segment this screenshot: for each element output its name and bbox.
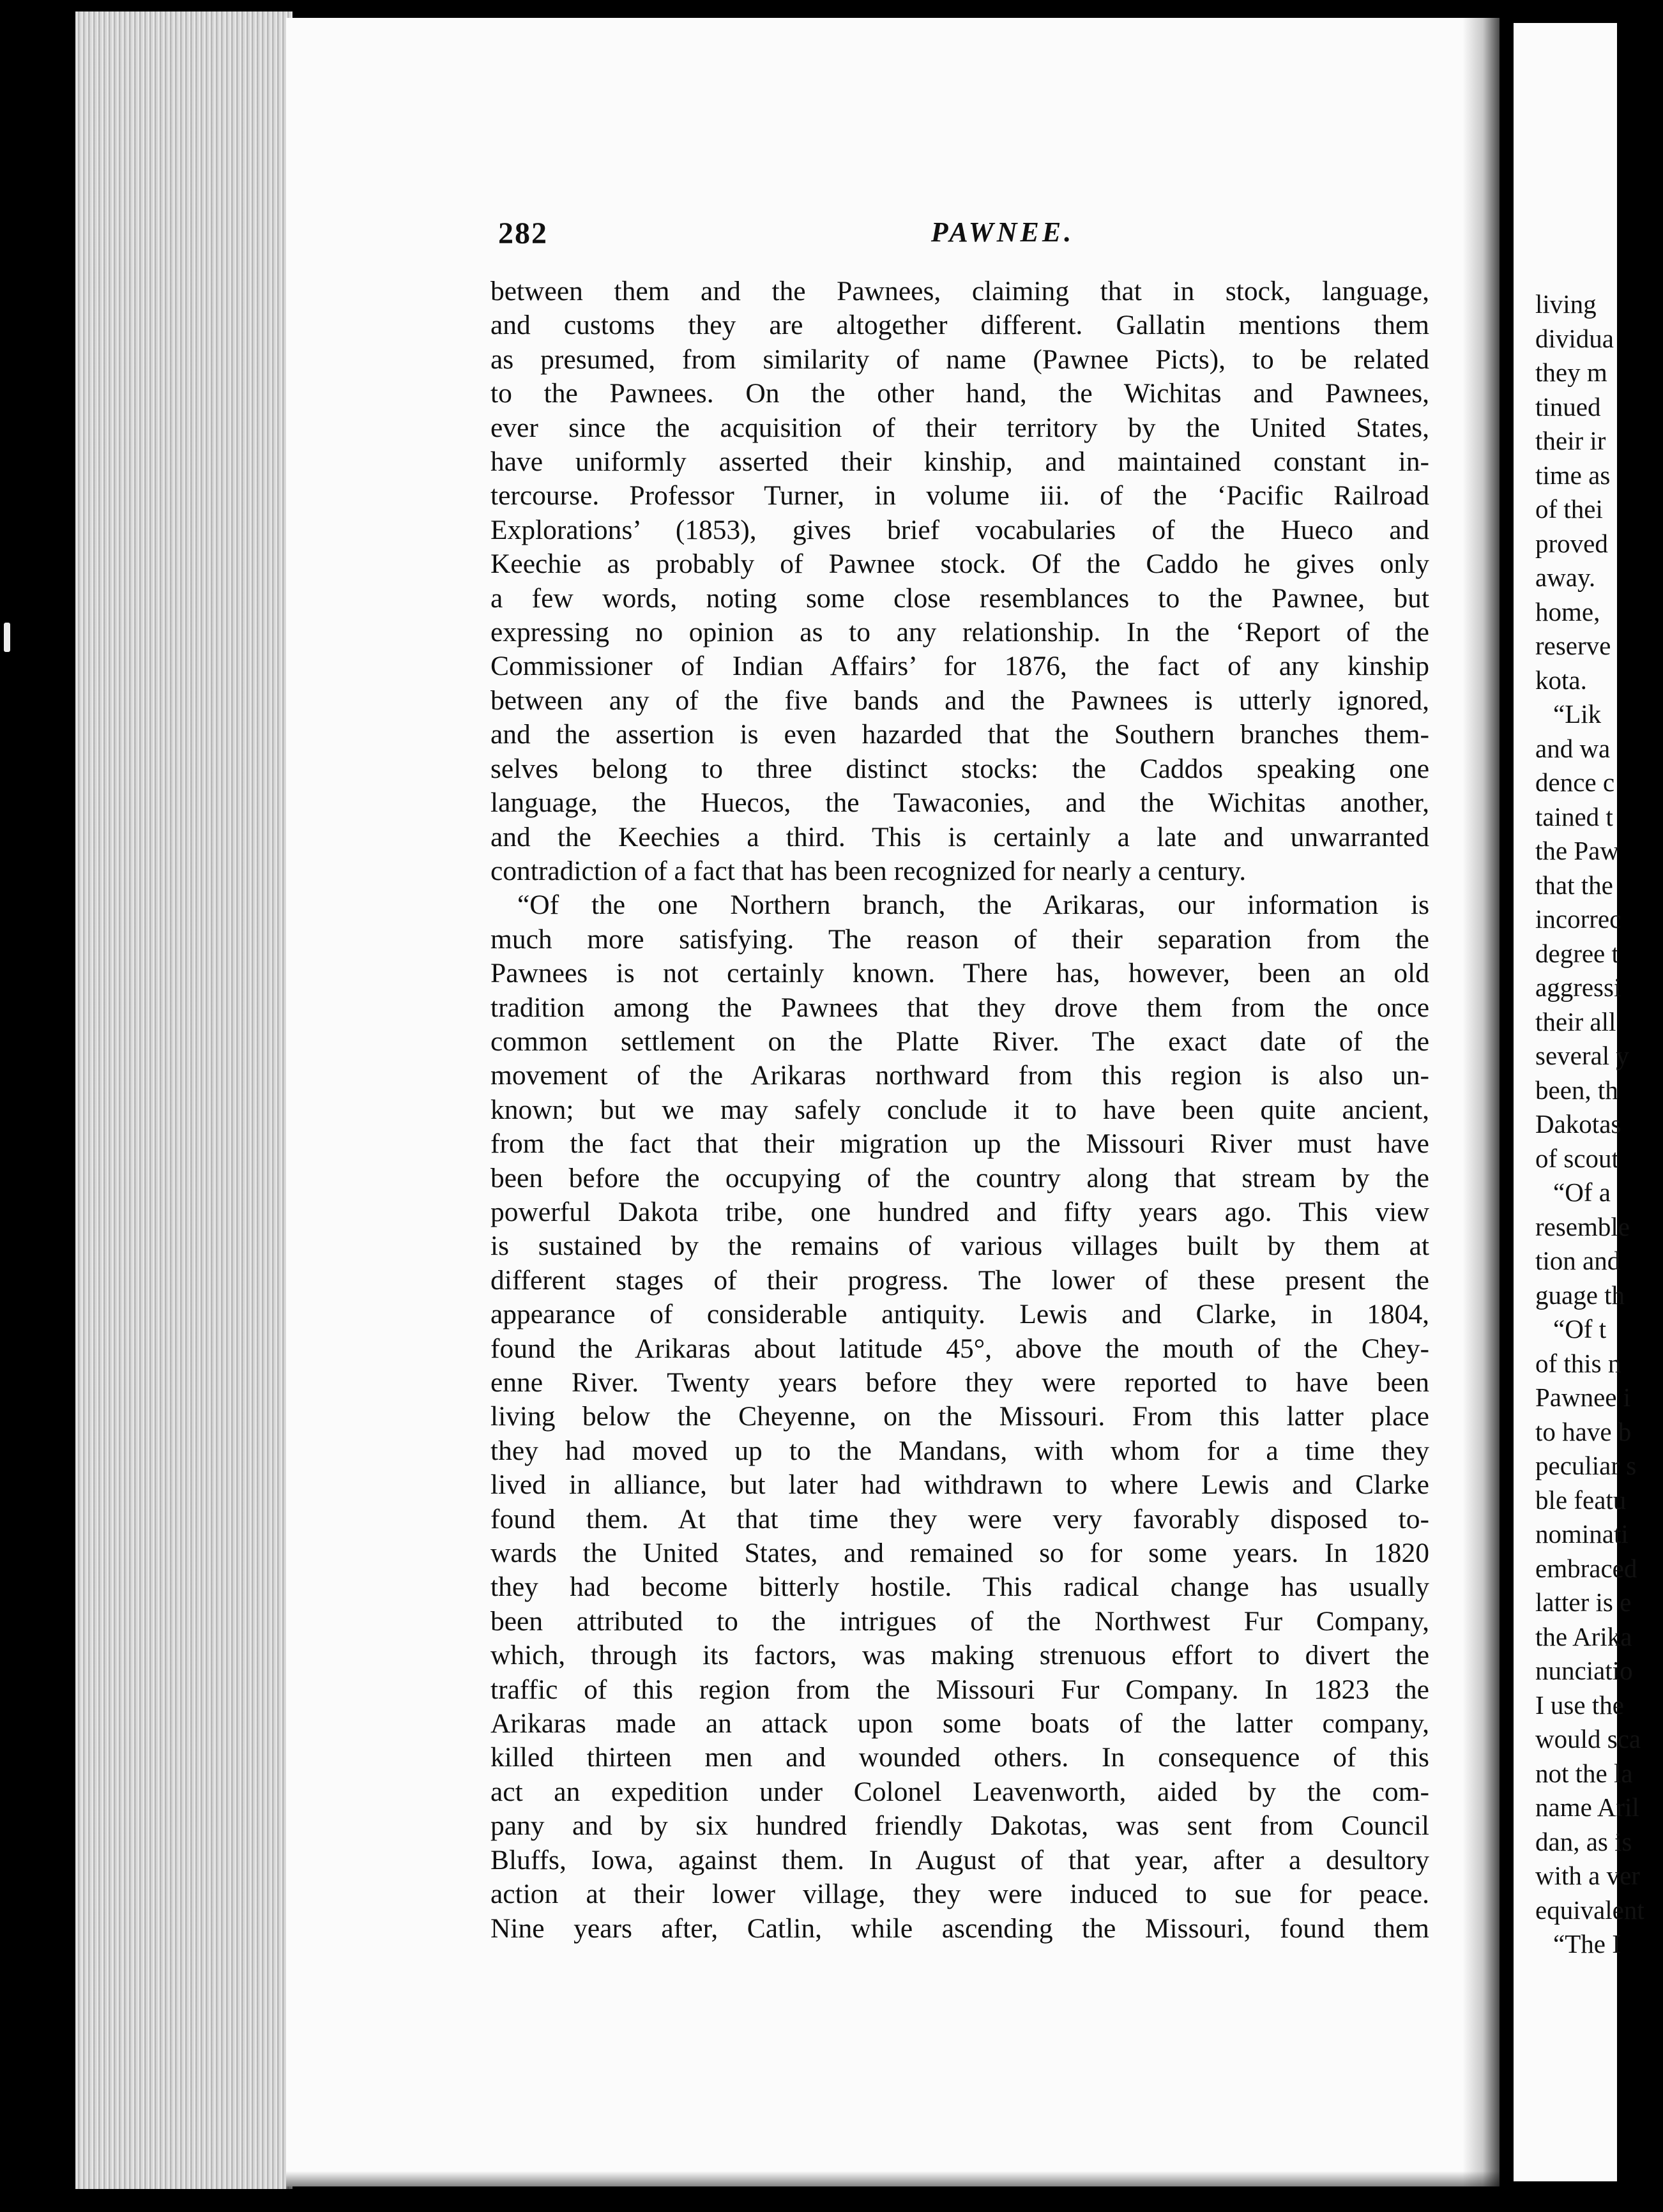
facing-text-line: tained t [1535,801,1613,831]
facing-text-line: and wa [1535,733,1611,763]
text-line: lived in alliance, but later had withdrawn to where Lewis and Clarke [490,1469,1429,1501]
facing-text-line: “Lik [1553,699,1602,729]
text-line: and customs they are altogether different. Gallatin mentions them [490,310,1429,341]
facing-text-line: “The I [1553,1929,1621,1958]
text-line: a few words, noting some close resemblances to the Pawnee, but [490,582,1429,614]
text-line: common settlement on the Platte River. The exact date of the [490,1026,1429,1057]
text-line: pany and by six hundred friendly Dakotas, was sent from Council [490,1810,1429,1842]
page-number: 282 [498,216,548,250]
facing-text-line: not the la [1535,1758,1633,1788]
text-line: killed thirteen men and wounded others. In consequence of this [490,1742,1429,1773]
text-line: found them. At that time they were very favorably disposed to- [490,1503,1429,1534]
running-title: PAWNEE. [930,216,1075,248]
text-line: known; but we may safely conclude it to have been quite ancient, [490,1094,1429,1125]
text-line: movement of the Arikaras northward from this region is also un- [490,1060,1429,1091]
text-line: contradiction of a fact that has been recognized for nearly a century. [490,855,1247,886]
facing-text-line: home, [1535,596,1600,626]
facing-text-line: ble featu [1535,1485,1627,1515]
text-line: to the Pawnees. On the other hand, the Wichitas and Pawnees, [490,378,1429,409]
text-line: and the assertion is even hazarded that the Southern branches them- [490,719,1429,750]
facing-text-line: their ir [1535,426,1606,455]
facing-text-line: latter is e [1535,1587,1632,1617]
facing-text-line: resemble [1535,1211,1630,1241]
text-line: Keechie as probably of Pawnee stock. Of the Caddo he gives only [490,549,1429,580]
facing-text-line: degree t [1535,938,1619,968]
text-line: act an expedition under Colonel Leavenworth, aided by the com- [490,1776,1429,1807]
facing-text-line: nunciatio [1535,1656,1633,1685]
page-bottom-shadow [286,2171,1500,2190]
facing-text-line: “Of t [1553,1314,1607,1344]
facing-page-text [1535,287,1663,1962]
text-line: they had become bitterly hostile. This radical change has usually [490,1572,1429,1603]
text-line: been before the occupying of the country along that stream by the [490,1162,1429,1193]
text-line: Bluffs, Iowa, against them. In August of that year, after a desultory [490,1844,1429,1875]
text-line: is sustained by the remains of various villages built by them at [490,1231,1429,1262]
facing-text-line: the Paw [1535,836,1619,865]
text-line: wards the United States, and remained so for some years. In 1820 [490,1538,1429,1569]
facing-text-line: equivalent [1535,1895,1644,1925]
text-line: different stages of their progress. The lower of these present the [490,1264,1429,1296]
text-line: appearance of considerable antiquity. Lewis and Clarke, in 1804, [490,1299,1429,1330]
facing-text-line: reserve [1535,631,1611,660]
text-line: tradition among the Pawnees that they drove them from the once [490,992,1429,1023]
facing-text-line: living [1535,289,1597,319]
facing-text-line: aggressi [1535,973,1621,1002]
facing-text-line: kota. [1535,665,1587,695]
text-line: “Of the one Northern branch, the Arikaras, our information is [517,890,1429,921]
facing-text-line: that the [1535,870,1613,900]
facing-text-line: with a ver [1535,1861,1640,1890]
book-page-edges [75,11,292,2189]
facing-text-line: Pawnee i [1535,1382,1631,1412]
facing-text-line: name Aril [1535,1792,1639,1822]
facing-text-line: dan, as is [1535,1826,1632,1856]
text-line: found the Arikaras about latitude 45°, above the mouth of the Chey- [490,1333,1429,1364]
text-line: as presumed, from similarity of name (Pawnee Picts), to be related [490,344,1429,375]
text-line: selves belong to three distinct stocks: the Caddos speaking one [490,753,1429,784]
text-line: powerful Dakota tribe, one hundred and fifty years ago. This view [490,1196,1429,1227]
text-line: traffic of this region from the Missouri Fur Company. In 1823 the [490,1674,1429,1705]
facing-text-line: of thei [1535,494,1603,524]
facing-text-line: several y [1535,1041,1629,1070]
facing-text-line: their all [1535,1006,1616,1036]
text-line: Pawnees is not certainly known. There has, however, been an old [490,958,1429,989]
text-line: Explorations’ (1853), gives brief vocabularies of the Hueco and [490,514,1429,545]
text-line: expressing no opinion as to any relationship. In the ‘Report of the [490,617,1429,648]
text-line: between them and the Pawnees, claiming that in stock, language, [490,276,1429,307]
facing-text-line: Dakotas [1535,1109,1621,1139]
facing-text-line: proved [1535,528,1608,558]
body-text [490,275,1429,1946]
facing-text-line: tion and [1535,1246,1621,1275]
spine-mark [4,623,10,652]
text-line: Commissioner of Indian Affairs’ for 1876, the fact of any kinship [490,651,1429,682]
text-line: and the Keechies a third. This is certainly a late and unwarranted [490,821,1429,852]
text-line: which, through its factors, was making strenuous effort to divert the [490,1640,1429,1671]
text-line: from the fact that their migration up the Missouri River must have [490,1128,1429,1160]
facing-text-line: to have b [1535,1416,1632,1446]
text-line: action at their lower village, they were induced to sue for peace. [490,1879,1429,1910]
facing-text-line: away. [1535,563,1596,592]
text-line: enne River. Twenty years before they were reported to have been [490,1367,1429,1398]
facing-text-line: dividua [1535,323,1614,353]
facing-text-line: of this n [1535,1348,1621,1378]
page-header [498,216,1431,254]
facing-text-line: would sca [1535,1724,1641,1754]
text-line: Nine years after, Catlin, while ascending the Missouri, found them [490,1913,1429,1944]
facing-text-line: they m [1535,358,1607,387]
book-gutter [1462,18,1500,2186]
facing-text-line: I use the [1535,1690,1624,1720]
facing-text-line: “Of a [1553,1178,1611,1207]
facing-text-line: peculiar s [1535,1451,1637,1480]
facing-text-line: incorrec [1535,904,1621,934]
text-line: been attributed to the intrigues of the Northwest Fur Company, [490,1605,1429,1637]
facing-text-line: the Arika [1535,1621,1632,1651]
facing-text-line: of scout [1535,1143,1619,1173]
facing-text-line: nominati [1535,1519,1629,1549]
text-line: between any of the five bands and the Pawnees is utterly ignored, [490,685,1429,716]
facing-text-line: dence c [1535,768,1615,797]
facing-text-line: time as [1535,460,1611,490]
text-line: tercourse. Professor Turner, in volume iii. of the ‘Pacific Railroad [490,480,1429,511]
text-line: living below the Cheyenne, on the Missouri. From this latter place [490,1401,1429,1432]
text-line: have uniformly asserted their kinship, and maintained constant in- [490,446,1429,478]
text-line: ever since the acquisition of their territory by the United States, [490,412,1429,443]
facing-text-line: been, th [1535,1075,1618,1105]
facing-text-line: guage th [1535,1280,1625,1310]
facing-text-line: embraced [1535,1553,1637,1583]
facing-text-line: tinued [1535,391,1601,421]
text-line: they had moved up to the Mandans, with whom for a time they [490,1435,1429,1466]
text-line: much more satisfying. The reason of their separation from the [490,923,1429,955]
text-line: language, the Huecos, the Tawaconies, and the Wichitas another, [490,787,1429,819]
text-line: Arikaras made an attack upon some boats of the latter company, [490,1708,1429,1739]
